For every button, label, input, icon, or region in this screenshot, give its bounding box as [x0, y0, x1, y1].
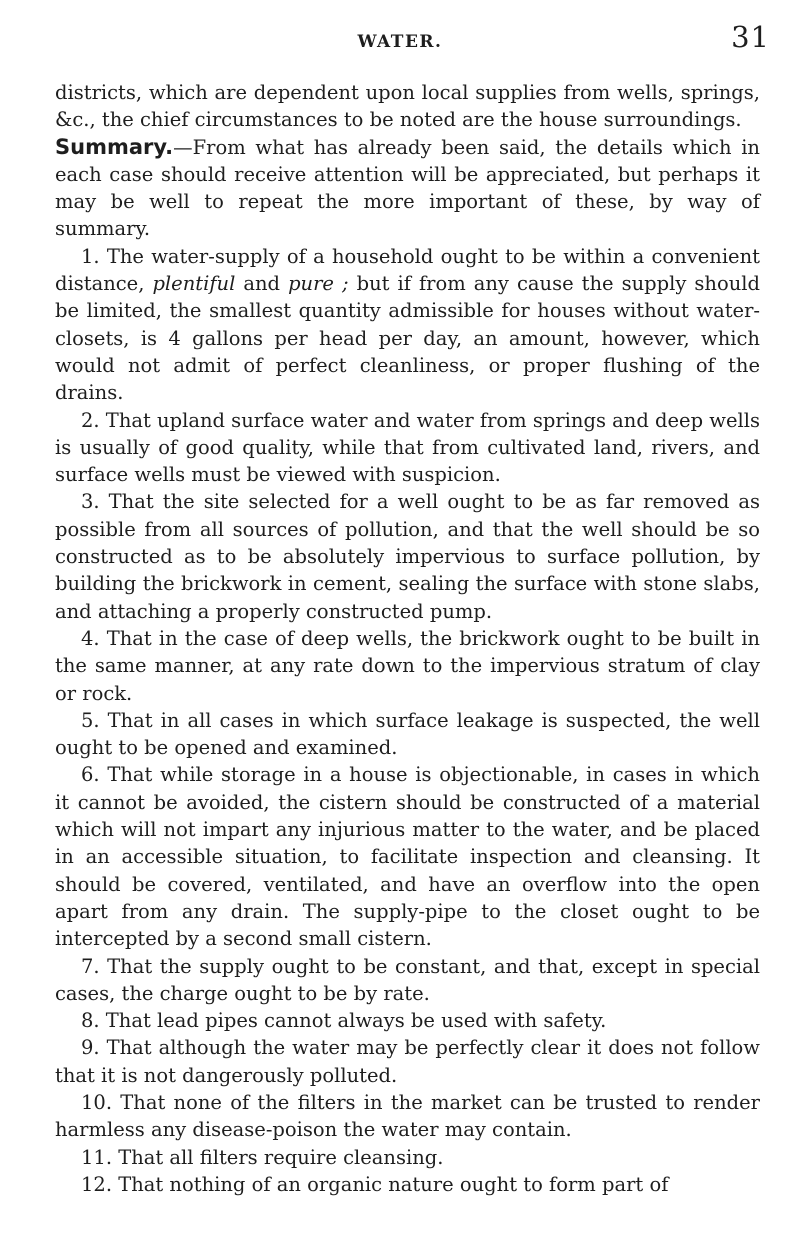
list-item-9: 9. That although the water may be perfectly clear it does not follow that it is not dangerously polluted. — [55, 1036, 760, 1087]
list-item-11: 11. That all filters require cleansing. — [81, 1145, 444, 1169]
list-item-12: 12. That nothing of an organic nature ought to form part of — [81, 1172, 669, 1196]
page-header — [30, 20, 770, 60]
running-head: WATER. — [357, 32, 443, 52]
item1-emphasis-plentiful: plentiful — [152, 272, 236, 296]
list-item-8: 8. That lead pipes cannot always be used with safety. — [81, 1009, 607, 1033]
list-item-6: 6. That while storage in a house is objectionable, in cases in which it cannot be avoided, the cistern should be constructed of a material which will not impart any injurious matter to the water, and be placed in an accessible situation, to facilitate inspection and cleansing. It should be covered, ventilated, and have an overflow into the open apart from any drain. The supply-pipe to the closet ought to be intercepted by a second small cistern. — [55, 763, 760, 951]
list-item-2: 2. That upland surface water and water from springs and deep wells is usually of good quality, while that from cultivated land, rivers, and surface wells must be viewed with suspicion. — [55, 408, 760, 487]
list-item-7: 7. That the supply ought to be constant, and that, except in special cases, the charge ought to be by rate. — [55, 954, 760, 1005]
item1-emphasis-pure: pure ; — [288, 272, 349, 296]
item1-text-b: and — [235, 272, 289, 296]
item1-text-a: 1. The water-supply of a household ought to be within a convenient distance, — [55, 244, 760, 296]
list-item-3: 3. That the site selected for a well ought to be as far removed as possible from all sources of pollution, and that the well should be so constructed as to be absolutely impervious to surface pollution, by building the brickwork in cement, sealing the surface with stone slabs, and attaching a properly constructed pump. — [55, 490, 760, 623]
body-text — [55, 79, 760, 1198]
list-item-5: 5. That in all cases in which surface leakage is suspected, the well ought to be opened and examined. — [55, 708, 760, 760]
page-number: 31 — [731, 20, 770, 54]
item1-text-c: but if from any cause the supply should be limited, the smallest quantity admissible for houses without water-closets, is 4 gallons per head per day, an amount, however, which would not admit of perfect cleanliness, or proper flushing of the drains. — [55, 272, 760, 405]
paragraph-intro: districts, which are dependent upon local supplies from wells, springs, &c., the chief circumstances to be noted are the house surroundings. — [55, 81, 760, 132]
summary-text: —From what has already been said, the details which in each case should receive attention will be appreciated, but perhaps it may be well to repeat the more important of these, by way of summary. — [55, 135, 760, 241]
list-item-4: 4. That in the case of deep wells, the brickwork ought to be built in the same manner, at any rate down to the impervious stratum of clay or rock. — [55, 626, 760, 705]
list-item-1 — [55, 243, 760, 407]
paragraph-summary — [55, 134, 760, 243]
summary-heading: Summary. — [55, 134, 174, 159]
list-item-10: 10. That none of the filters in the market can be trusted to render harmless any disease-poison the water may contain. — [55, 1090, 760, 1142]
